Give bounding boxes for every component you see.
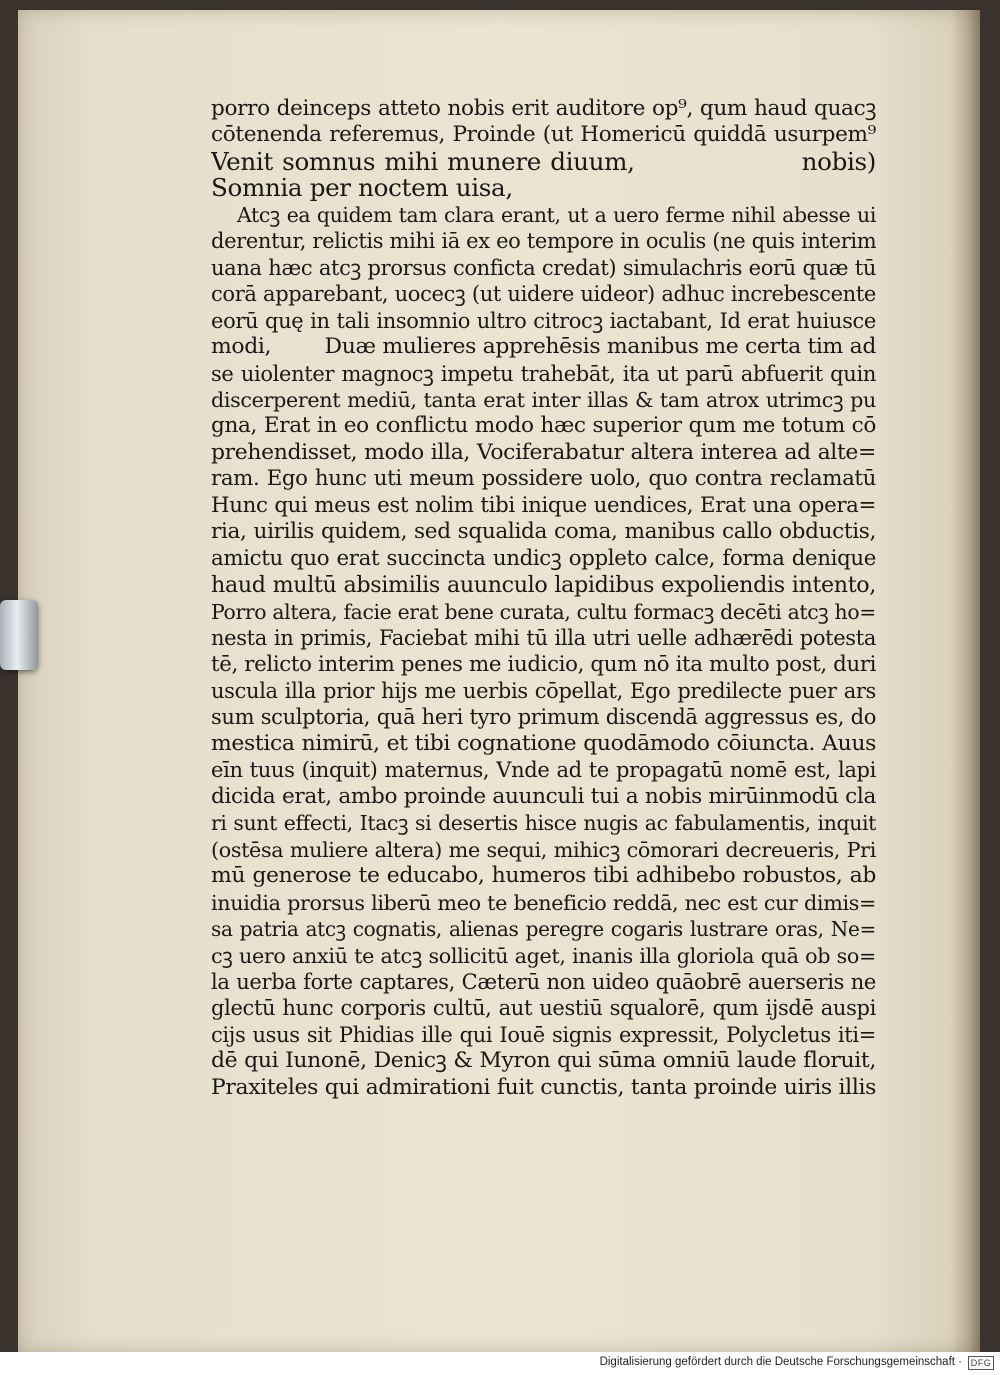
page-clip xyxy=(0,600,38,670)
text-line-3: Venit somnus mihi munere diuum, nobis) xyxy=(211,148,876,176)
text-line-14: prehendisset, modo illa, Vociferabatur altera interea ad alte= xyxy=(211,439,876,465)
text-line-35: glectū hunc corporis cultū, aut uestiū squalorē, qum ijsdē auspi xyxy=(211,996,876,1021)
book-page xyxy=(18,10,980,1352)
text-line-7: uana hæc atcꝫ prorsus conficta credat) simulachris eorū quæ tū xyxy=(211,255,876,280)
text-line-26: eīn tuus (inquit) maternus, Vnde ad te propagatū nomē est, lapi xyxy=(211,758,876,783)
text-line-36: cijs usus sit Phidias ille qui Iouē signis expressit, Polycletus iti= xyxy=(211,1022,876,1047)
text-line-33: cꝫ uero anxiū te atcꝫ sollicitū aget, inanis illa gloriola quā ob so= xyxy=(211,943,876,968)
text-line-38: Praxiteles qui admirationi fuit cunctis, tanta proinde uiris illis xyxy=(211,1074,876,1100)
funding-credit: Digitalisierung gefördert durch die Deutsche Forschungsgemeinschaft · xyxy=(599,1356,962,1368)
text-line-25: mestica nimirū, et tibi cognatione quodāmodo cōiuncta. Auus xyxy=(211,730,876,756)
text-line-32: sa patria atcꝫ cognatis, alienas peregre cogaris lustrare oras, Ne= xyxy=(211,917,876,942)
text-line-17: ria, uirilis quidem, sed squalida coma, manibus callo obductis, xyxy=(211,519,876,545)
text-line-10: modi, Duæ mulieres apprehēsis manibus me certa tim ad xyxy=(211,334,876,360)
text-line-19: haud multū absimilis auunculo lapidibus expoliendis intento, xyxy=(211,572,876,599)
page-text xyxy=(211,96,876,1101)
text-line-11: se uiolenter magnocꝫ impetu trahebāt, ita ut parū abfuerit quin xyxy=(211,361,876,386)
digitization-footer xyxy=(0,1352,1000,1375)
text-line-31: inuidia prorsus liberū meo te beneficio reddā, nec est cur dimis= xyxy=(211,890,876,915)
text-line-20: Porro altera, facie erat bene curata, cultu formacꝫ decēti atcꝫ ho= xyxy=(211,599,876,624)
text-line-5: Atcꝫ ea quidem tam clara erant, ut a uero ferme nihil abesse ui xyxy=(237,202,876,227)
text-line-29: (ostēsa muliere altera) me sequi, mihicꝫ cōmorari decreueris, Pri xyxy=(211,837,876,862)
text-line-2: cōtenenda referemus, Proinde (ut Homericū quiddā usurpem⁹ xyxy=(211,122,876,148)
text-line-16: Hunc qui meus est nolim tibi inique uendices, Erat una opera= xyxy=(211,492,876,518)
dfg-logo-icon: DFG xyxy=(968,1356,994,1370)
page-edge-shadow xyxy=(950,10,980,1352)
text-line-37: dē qui Iunonē, Denicꝫ & Myron qui sūma omniū laude floruit, xyxy=(211,1048,876,1074)
text-line-15: ram. Ego hunc uti meum possidere uolo, quo contra reclamatū xyxy=(211,466,876,492)
text-line-8: corā apparebant, uocecꝫ (ut uidere uideor) adhuc increbescente xyxy=(211,282,876,307)
text-line-34: la uerba forte captares, Cæterū non uideo quāobrē auerseris ne xyxy=(211,969,876,994)
text-line-23: uscula illa prior hijs me uerbis cōpellat, Ego predilecte puer ars xyxy=(211,678,876,703)
text-line-21: nesta in primis, Faciebat mihi tū illa utri uelle adhærēdi potesta xyxy=(211,626,876,651)
text-line-6: derentur, relictis mihi iā ex eo tempore in oculis (ne quis interim xyxy=(211,229,876,254)
text-line-28: ri sunt effecti, Itacꝫ si desertis hisce nugis ac fabulamentis, inquit xyxy=(211,811,876,836)
text-line-22: tē, relicto interim penes me iudicio, qum nō ita multo post, duri xyxy=(211,651,876,677)
text-line-27: dicida erat, ambo proinde auunculi tui a nobis mirūinmodū cla xyxy=(211,783,876,809)
text-line-1: porro deinceps atteto nobis erit auditore op⁹, qum haud quacꝫ xyxy=(211,96,876,121)
text-line-30: mū generose te educabo, humeros tibi adhibebo robustos, ab xyxy=(211,863,876,889)
text-line-12: discerperent mediū, tanta erat inter illas & tam atrox utrimcꝫ pu xyxy=(211,387,876,412)
text-line-4: Somnia per noctem uisa, xyxy=(211,175,513,202)
text-line-13: gna, Erat in eo conflictu modo hæc superior qum me totum cō xyxy=(211,413,876,439)
text-line-18: amictu quo erat succincta undicꝫ oppleto calce, forma denique xyxy=(211,545,876,571)
text-line-9: eorū quę in tali insomnio ultro citrocꝫ iactabant, Id erat huiusce xyxy=(211,308,876,333)
text-line-24: sum sculptoria, quā heri tyro primum discendā aggressus es, do xyxy=(211,705,876,730)
